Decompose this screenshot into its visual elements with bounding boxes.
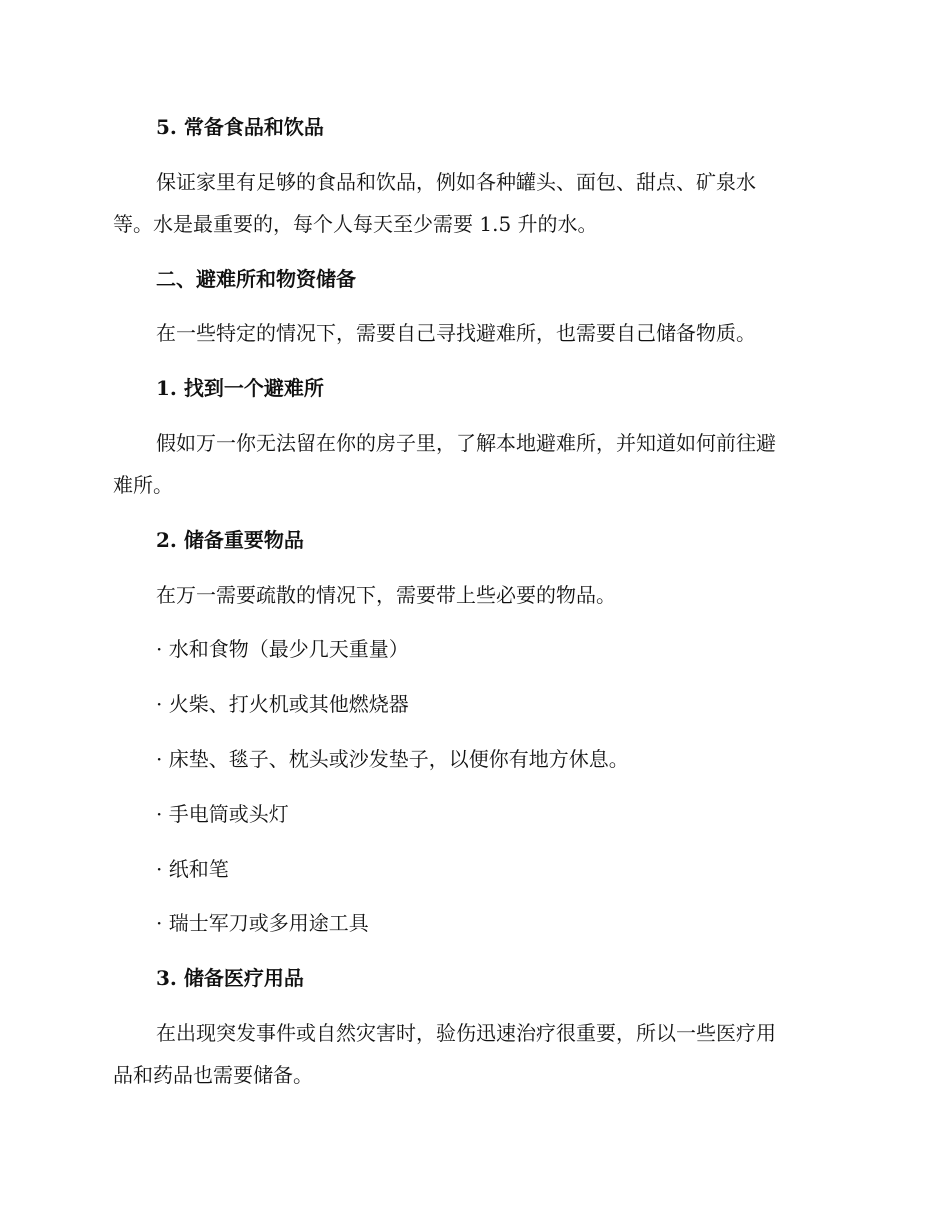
section-heading: 2. 储备重要物品 [156,528,304,552]
list-item: · 床垫、毯子、枕头或沙发垫子，以便你有地方休息。 [156,747,629,771]
list-item: · 瑞士军刀或多用途工具 [156,911,369,935]
paragraph-line: 保证家里有足够的食品和饮品，例如各种罐头、面包、甜点、矿泉水 [156,170,756,194]
paragraph-line: 在出现突发事件或自然灾害时，验伤迅速治疗很重要，所以一些医疗用 [156,1021,776,1045]
paragraph-line: 等。水是最重要的，每个人每天至少需要 1.5 升的水。 [113,212,598,236]
list-item: · 水和食物（最少几天重量） [156,637,409,661]
part-heading: 二、避难所和物资储备 [156,267,356,291]
paragraph-line: 在一些特定的情况下，需要自己寻找避难所，也需要自己储备物质。 [156,321,756,345]
section-heading: 5. 常备食品和饮品 [156,115,324,139]
paragraph-line: 在万一需要疏散的情况下，需要带上些必要的物品。 [156,583,616,607]
list-item: · 火柴、打火机或其他燃烧器 [156,692,409,716]
list-item: · 纸和笔 [156,857,229,881]
list-item: · 手电筒或头灯 [156,802,289,826]
paragraph-line: 难所。 [113,473,173,497]
paragraph-line: 假如万一你无法留在你的房子里，了解本地避难所，并知道如何前往避 [156,431,776,455]
section-heading: 3. 储备医疗用品 [156,966,304,990]
section-heading: 1. 找到一个避难所 [156,376,324,400]
paragraph-line: 品和药品也需要储备。 [113,1063,313,1087]
